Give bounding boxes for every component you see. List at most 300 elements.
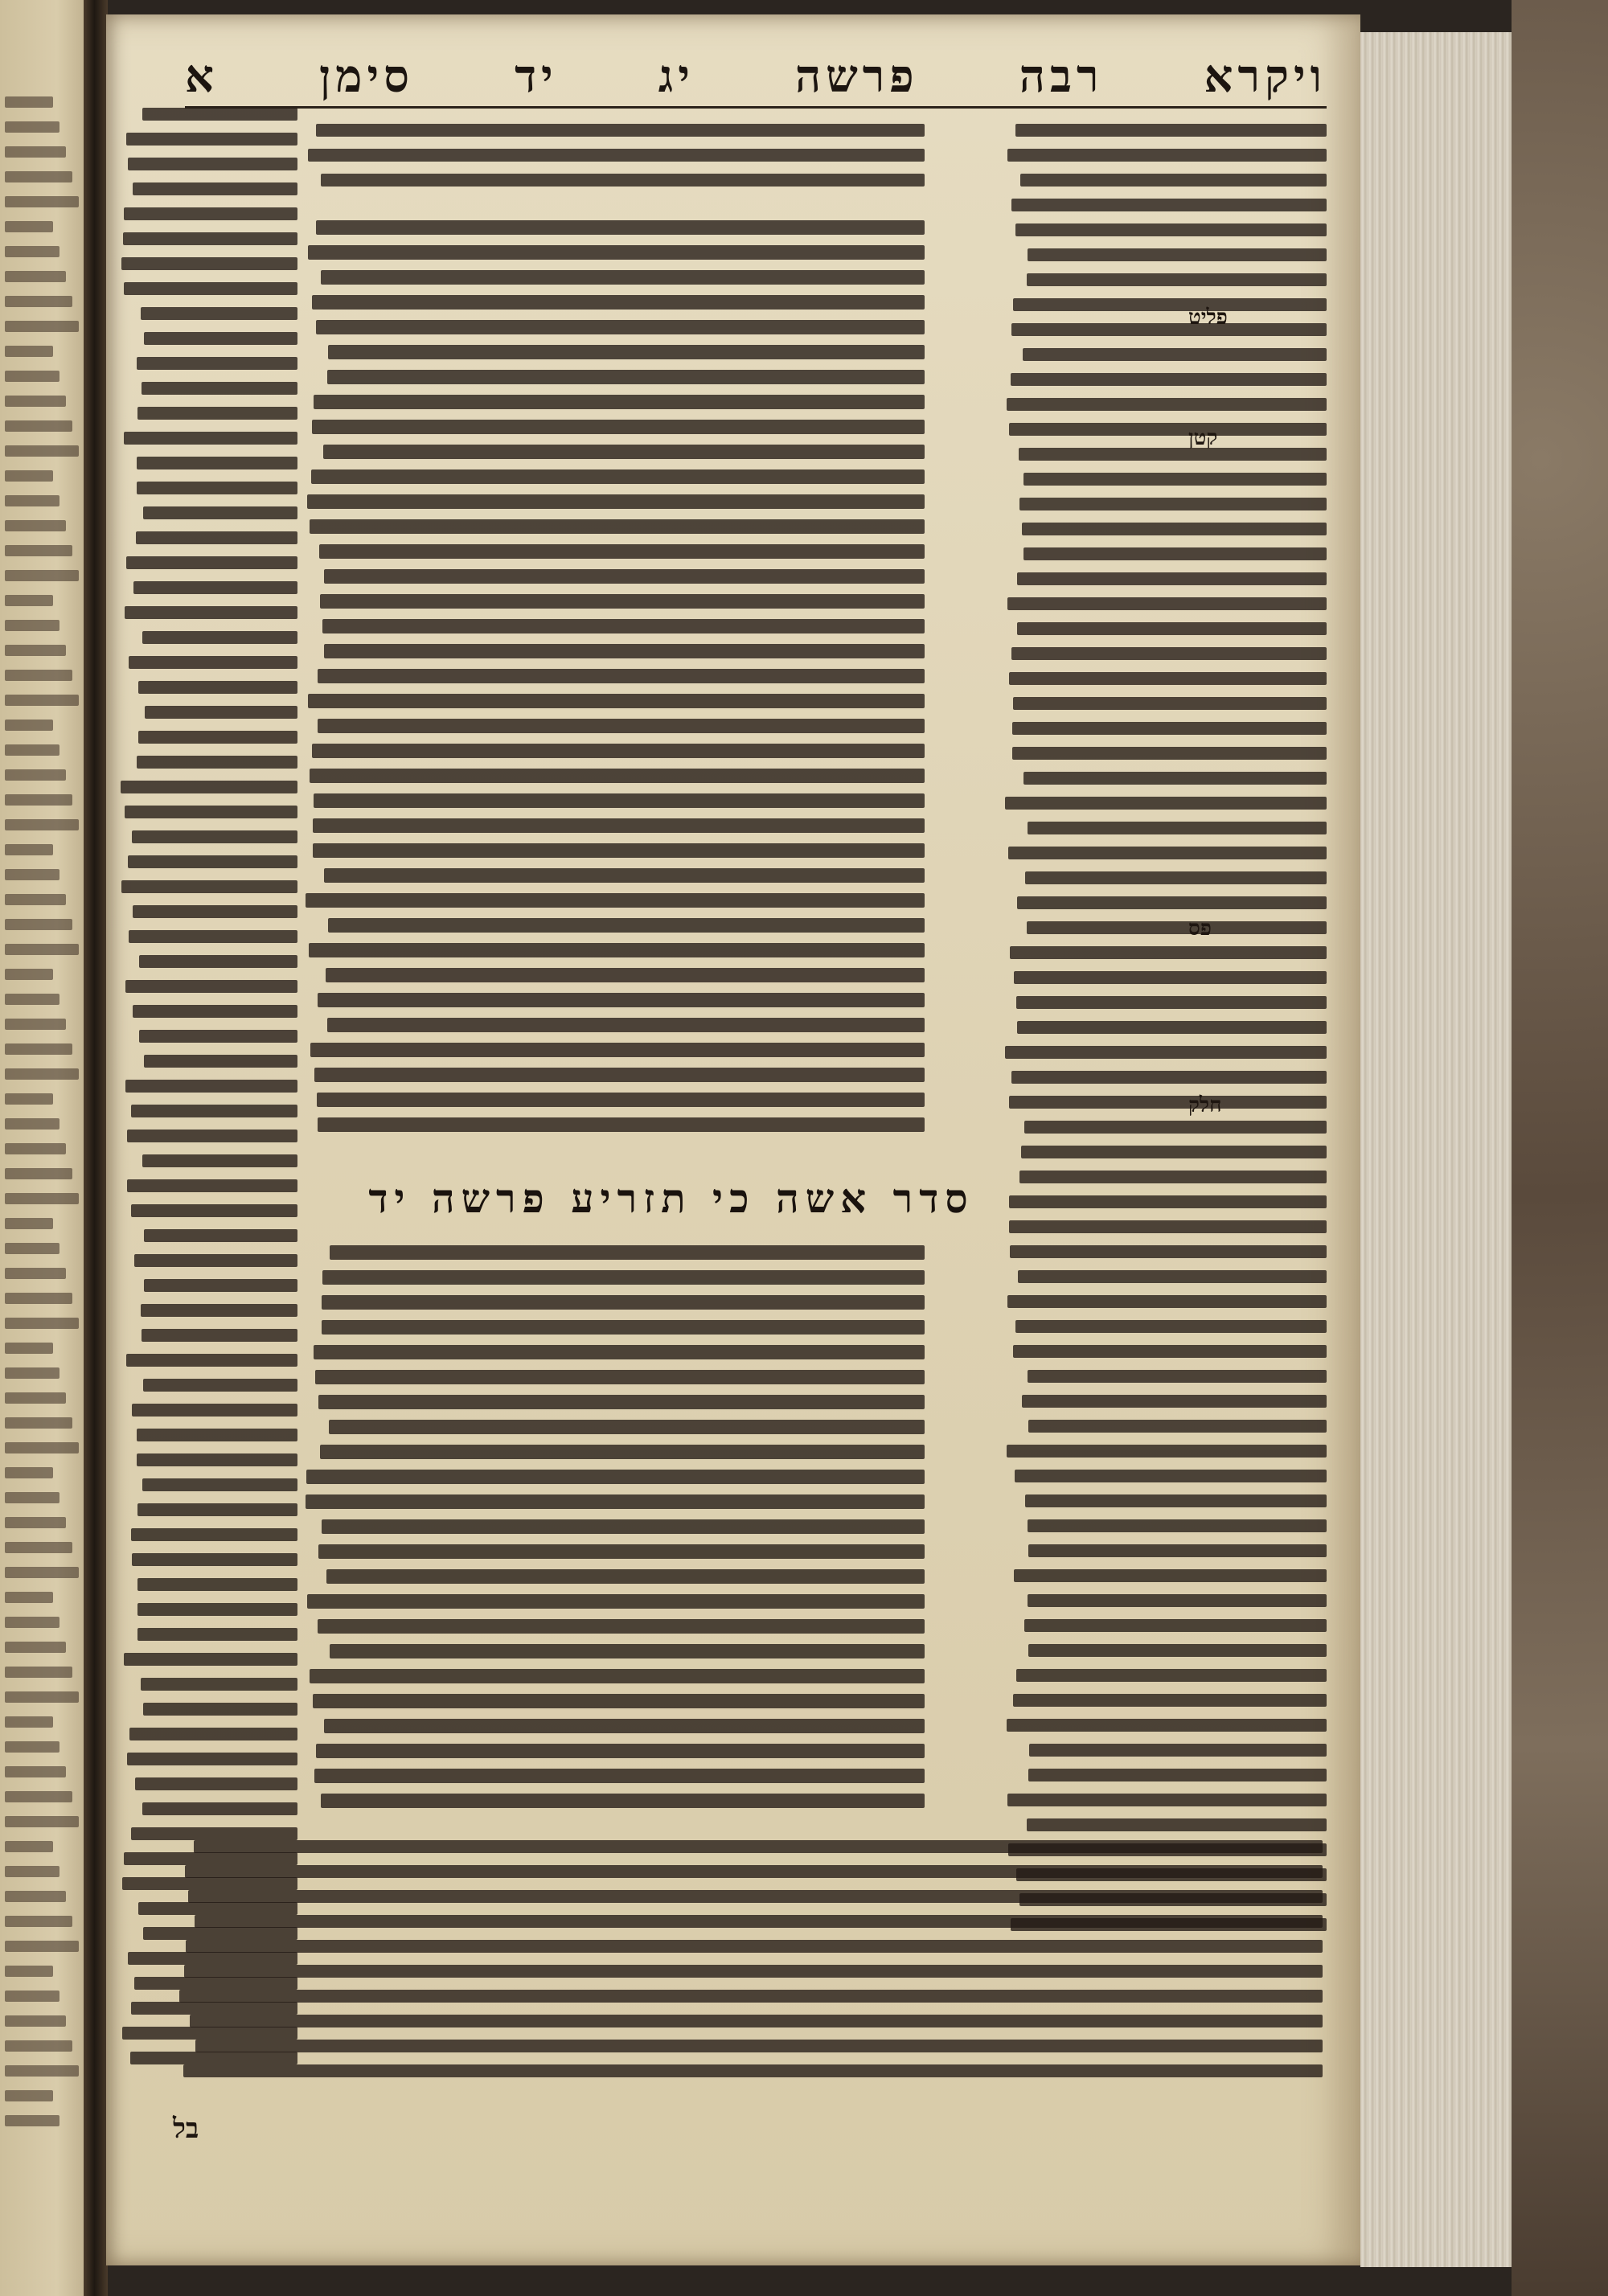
text-line (5, 246, 59, 257)
text-line (1024, 1619, 1327, 1632)
text-line (1015, 223, 1327, 236)
text-line (131, 1105, 297, 1117)
text-line (1007, 1719, 1327, 1732)
text-line (5, 346, 53, 357)
text-line (1007, 597, 1327, 610)
header-rule (185, 106, 1327, 109)
text-line (142, 1154, 297, 1167)
text-line (1019, 498, 1327, 510)
text-line (5, 1866, 59, 1877)
text-line (321, 174, 925, 187)
text-line (132, 830, 297, 843)
text-line (5, 969, 53, 980)
text-line (327, 1018, 925, 1032)
text-line (328, 918, 925, 933)
text-line (133, 1005, 297, 1018)
text-line (5, 2065, 79, 2077)
text-line (132, 1404, 297, 1417)
text-line (1017, 572, 1327, 585)
text-line (313, 1694, 925, 1708)
text-line (142, 631, 297, 644)
text-line (143, 1703, 297, 1716)
text-line (137, 1603, 297, 1616)
text-line (127, 1130, 297, 1142)
text-line (5, 1991, 59, 2002)
text-line (1007, 398, 1327, 411)
text-line (142, 108, 297, 121)
text-line (1016, 996, 1327, 1009)
text-line (306, 1470, 925, 1484)
text-line (318, 1619, 925, 1634)
text-line (137, 407, 297, 420)
text-line (137, 1429, 297, 1441)
text-line (330, 1644, 925, 1658)
text-line (1011, 199, 1327, 211)
text-line (317, 1093, 925, 1107)
text-line (1015, 1470, 1327, 1482)
text-line (314, 793, 925, 808)
text-line (1027, 1818, 1327, 1831)
text-line (1014, 971, 1327, 984)
header-section: רבה (1019, 50, 1104, 103)
text-line (5, 1392, 66, 1404)
text-line (5, 1716, 53, 1728)
margin-mark: פס (1188, 916, 1212, 941)
text-line (5, 1143, 66, 1154)
text-line (5, 570, 79, 581)
page-signature: בל (173, 2113, 199, 2145)
text-line (320, 594, 925, 609)
header-siman-label: סימן (319, 50, 415, 103)
text-line (5, 1966, 53, 1977)
text-line (142, 1329, 297, 1342)
margin-mark: פליט (1188, 305, 1228, 330)
text-line (318, 993, 925, 1007)
text-line (144, 332, 297, 345)
text-line (328, 345, 925, 359)
text-line (1007, 149, 1327, 162)
text-line (310, 769, 925, 783)
text-line (133, 581, 297, 594)
text-line (316, 220, 925, 235)
text-line (1028, 1544, 1327, 1557)
text-line (1017, 896, 1327, 909)
text-line (315, 1370, 925, 1384)
text-line (5, 1318, 79, 1329)
text-line (132, 1553, 297, 1566)
text-line (123, 232, 297, 245)
margin-mark: חלק (1188, 1093, 1222, 1117)
text-line (318, 1117, 925, 1132)
text-line (5, 1268, 66, 1279)
text-line (195, 1915, 1323, 1928)
text-line (190, 2015, 1323, 2027)
margin-mark: קטן (1188, 426, 1218, 450)
text-line (137, 1628, 297, 1641)
text-line (1025, 871, 1327, 884)
text-line (131, 1528, 297, 1541)
text-line (138, 731, 297, 744)
text-line (316, 124, 925, 137)
left-commentary-column (121, 105, 297, 2066)
running-header (185, 48, 1327, 105)
top-commentary-block (306, 121, 925, 209)
text-line (5, 1068, 79, 1080)
text-line (5, 545, 72, 556)
text-line (131, 1204, 297, 1217)
text-line (322, 619, 925, 633)
seder-title: סדר אשה כי תזריע פרשה יד (368, 1174, 974, 1222)
text-line (326, 968, 925, 982)
text-line (311, 469, 925, 484)
text-line (1011, 323, 1327, 336)
text-line (1010, 946, 1327, 959)
text-line (142, 382, 297, 395)
text-line (5, 769, 66, 781)
text-line (1022, 523, 1327, 535)
text-line (137, 1503, 297, 1516)
text-line (5, 96, 53, 108)
text-line (5, 869, 59, 880)
text-line (312, 295, 925, 310)
text-line (5, 1841, 53, 1852)
text-line (5, 1293, 72, 1304)
text-line (124, 207, 297, 220)
text-line (121, 257, 297, 270)
text-line (139, 1030, 297, 1043)
text-line (5, 1218, 53, 1229)
text-line (142, 1802, 297, 1815)
text-line (318, 669, 925, 683)
text-line (183, 2064, 1323, 2077)
text-line (1005, 1046, 1327, 1059)
text-line (312, 420, 925, 434)
text-line (5, 844, 53, 855)
text-line (138, 681, 297, 694)
text-line (5, 1791, 72, 1802)
text-line (5, 1592, 53, 1603)
text-line (1023, 473, 1327, 486)
text-line (1014, 1569, 1327, 1582)
header-parasha-label: פרשה (794, 50, 919, 103)
text-line (128, 158, 297, 170)
text-line (1028, 1370, 1327, 1383)
text-line (5, 495, 59, 506)
text-line (1021, 1146, 1327, 1158)
text-line (5, 670, 72, 681)
text-line (124, 282, 297, 295)
text-line (5, 1043, 72, 1055)
text-line (1028, 822, 1327, 834)
text-line (1027, 273, 1327, 286)
text-line (124, 432, 297, 445)
text-line (1022, 1395, 1327, 1408)
text-line (137, 1453, 297, 1466)
text-line (5, 371, 59, 382)
text-line (134, 1254, 297, 1267)
text-line (5, 794, 72, 806)
text-line (1028, 1594, 1327, 1607)
text-line (5, 1467, 53, 1478)
text-line (329, 1420, 925, 1434)
text-line (5, 1492, 59, 1503)
text-line (1007, 1794, 1327, 1806)
text-line (1010, 1245, 1327, 1258)
text-line (1012, 722, 1327, 735)
text-line (5, 1118, 59, 1130)
text-line (1011, 647, 1327, 660)
text-line (5, 720, 53, 731)
text-line (1011, 373, 1327, 386)
main-text-column-lower (306, 1242, 925, 1829)
text-line (1027, 921, 1327, 934)
text-line (5, 645, 66, 656)
text-line (310, 1043, 925, 1057)
text-line (322, 1270, 925, 1285)
text-line (5, 271, 66, 282)
text-line (194, 1840, 1323, 1853)
text-line (314, 1345, 925, 1359)
text-line (5, 1891, 66, 1902)
text-line (5, 445, 79, 457)
text-line (330, 1245, 925, 1260)
text-line (1011, 1071, 1327, 1084)
text-line (322, 1295, 925, 1310)
text-line (313, 843, 925, 858)
text-line (184, 1965, 1323, 1978)
text-line (5, 1243, 59, 1254)
header-siman-number: א (185, 50, 219, 103)
text-line (1009, 1220, 1327, 1233)
text-line (5, 520, 66, 531)
text-line (1016, 1669, 1327, 1682)
text-line (5, 121, 59, 133)
text-line (319, 544, 925, 559)
text-line (144, 1229, 297, 1242)
text-line (1015, 124, 1327, 137)
text-line (5, 396, 66, 407)
text-line (1007, 1295, 1327, 1308)
text-line (1012, 747, 1327, 760)
text-line (1007, 1445, 1327, 1458)
text-line (121, 880, 297, 893)
text-line (125, 806, 297, 818)
text-line (316, 1744, 925, 1758)
text-line (5, 894, 66, 905)
text-line (129, 930, 297, 943)
text-line (5, 744, 59, 756)
text-line (5, 1442, 79, 1453)
text-line (137, 756, 297, 769)
text-line (127, 1179, 297, 1192)
text-line (5, 2015, 66, 2027)
text-line (1015, 1320, 1327, 1333)
header-book: ויקרא (1204, 50, 1327, 103)
text-line (306, 1494, 925, 1509)
text-line (324, 644, 925, 658)
text-line (1023, 772, 1327, 785)
text-line (126, 556, 297, 569)
text-line (5, 420, 72, 432)
text-line (5, 1766, 66, 1777)
text-line (5, 1193, 79, 1204)
text-line (306, 893, 925, 908)
text-line (126, 133, 297, 146)
text-line (137, 1578, 297, 1591)
text-line (1009, 1096, 1327, 1109)
book-gutter (84, 0, 108, 2296)
text-line (142, 1478, 297, 1491)
text-line (188, 1890, 1323, 1903)
text-line (5, 819, 79, 830)
text-line (5, 1941, 79, 1952)
header-verse-number: יד (515, 50, 558, 103)
text-line (5, 695, 79, 706)
text-line (314, 395, 925, 409)
text-line (5, 1691, 79, 1703)
text-line (308, 149, 925, 162)
text-line (1019, 1171, 1327, 1183)
text-line (125, 980, 297, 993)
text-line (137, 482, 297, 494)
text-line (310, 519, 925, 534)
text-line (318, 1395, 925, 1409)
text-line (307, 1594, 925, 1609)
text-line (321, 1794, 925, 1808)
text-line (145, 706, 297, 719)
text-line (322, 1320, 925, 1335)
text-line (5, 171, 72, 182)
text-line (128, 855, 297, 868)
text-line (5, 620, 59, 631)
text-line (326, 1569, 925, 1584)
text-line (308, 245, 925, 260)
text-line (1017, 1021, 1327, 1034)
text-line (129, 656, 297, 669)
text-line (1013, 1694, 1327, 1707)
text-line (307, 494, 925, 509)
text-line (5, 1667, 72, 1678)
text-line (324, 569, 925, 584)
text-line (5, 994, 59, 1005)
text-line (1013, 1345, 1327, 1358)
text-line (135, 1777, 297, 1790)
text-line (1028, 1644, 1327, 1657)
text-line (5, 1367, 59, 1379)
text-line (310, 1669, 925, 1683)
text-line (323, 445, 925, 459)
text-line (5, 1642, 66, 1653)
text-line (1028, 1420, 1327, 1433)
text-line (141, 307, 297, 320)
text-line (5, 1168, 72, 1179)
text-line (137, 457, 297, 469)
text-line (318, 1544, 925, 1559)
text-line (1023, 547, 1327, 560)
text-line (1013, 298, 1327, 311)
text-line (5, 1741, 59, 1753)
text-line (1029, 1744, 1327, 1757)
text-line (5, 1617, 59, 1628)
text-line (327, 370, 925, 384)
text-line (314, 1068, 925, 1082)
text-line (322, 1519, 925, 1534)
text-line (1028, 1769, 1327, 1781)
right-commentary-column (933, 121, 1327, 1937)
text-line (1025, 1494, 1327, 1507)
text-line (129, 1728, 297, 1740)
text-line (1009, 672, 1327, 685)
text-line (5, 1916, 72, 1927)
text-line (324, 1719, 925, 1733)
text-line (316, 320, 925, 334)
text-line (5, 1343, 53, 1354)
text-line (1018, 1270, 1327, 1283)
text-line (185, 1865, 1323, 1878)
text-line (125, 1080, 297, 1093)
text-line (1009, 1195, 1327, 1208)
text-line (5, 1542, 72, 1553)
text-line (5, 296, 72, 307)
text-line (139, 955, 297, 968)
text-line (5, 2115, 59, 2126)
text-line (1020, 174, 1327, 187)
text-line (127, 1753, 297, 1765)
bottom-commentary-block (173, 1837, 1323, 2094)
text-line (321, 270, 925, 285)
text-line (137, 357, 297, 370)
text-line (1028, 248, 1327, 261)
text-line (1017, 622, 1327, 635)
text-line (141, 1304, 297, 1317)
text-line (133, 182, 297, 195)
previous-page-strip (0, 0, 95, 2296)
text-line (314, 1769, 925, 1783)
text-line (5, 1517, 66, 1528)
text-line (1019, 448, 1327, 461)
text-line (1023, 348, 1327, 361)
text-line (318, 719, 925, 733)
main-text-column (306, 217, 925, 1142)
text-line (126, 1354, 297, 1367)
text-line (309, 943, 925, 957)
text-line (143, 1379, 297, 1392)
text-line (144, 1055, 297, 1068)
text-line (5, 944, 79, 955)
text-line (1024, 1121, 1327, 1134)
text-line (5, 146, 66, 158)
text-line (133, 905, 297, 918)
text-line (125, 606, 297, 619)
text-line (5, 221, 53, 232)
text-line (1009, 423, 1327, 436)
text-line (5, 1816, 79, 1827)
text-line (5, 470, 53, 482)
page-edges (1360, 32, 1521, 2267)
text-line (124, 1653, 297, 1666)
text-line (5, 196, 79, 207)
text-line (308, 694, 925, 708)
text-line (1005, 797, 1327, 810)
text-line (5, 595, 53, 606)
text-line (121, 781, 297, 793)
text-line (5, 321, 79, 332)
text-line (1008, 847, 1327, 859)
text-line (5, 1019, 66, 1030)
text-line (5, 1417, 72, 1429)
text-line (143, 506, 297, 519)
text-line (313, 818, 925, 833)
